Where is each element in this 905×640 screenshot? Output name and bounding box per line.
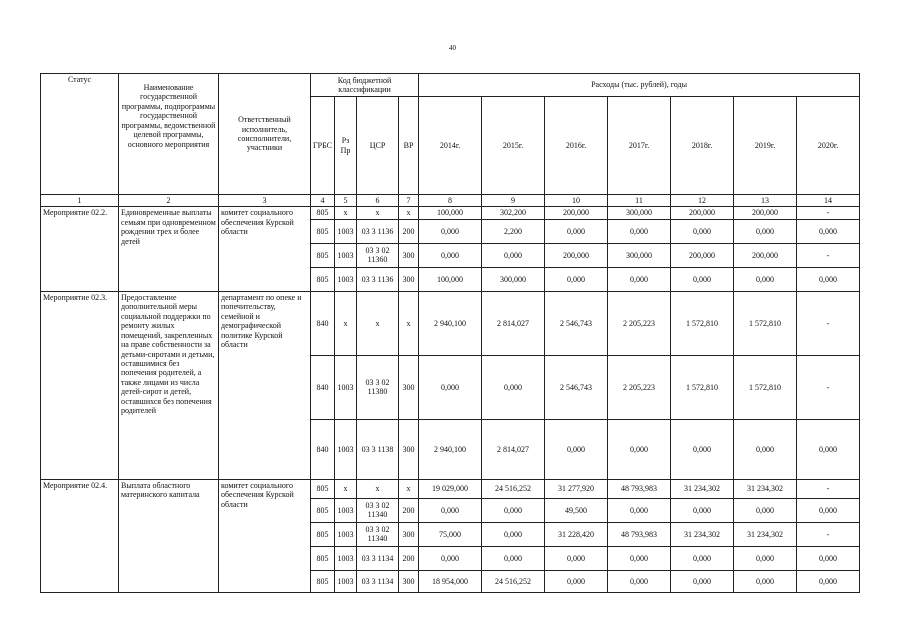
rzpr-cell: 1003 xyxy=(335,267,357,291)
expense-value-cell: 200,000 xyxy=(734,243,797,267)
expense-value-cell: 200,000 xyxy=(545,207,608,219)
expense-value-cell: - xyxy=(797,355,860,419)
table-row xyxy=(41,479,860,498)
budget-table xyxy=(40,73,860,593)
expense-value-cell: 0,000 xyxy=(608,267,671,291)
expense-value-cell: 31 228,420 xyxy=(545,522,608,546)
expense-value-cell: 100,000 xyxy=(419,267,482,291)
header-grbs: ГРБС xyxy=(311,97,335,195)
expense-value-cell: 100,000 xyxy=(419,207,482,219)
header-status: Статус xyxy=(41,74,119,195)
expense-value-cell: 0,000 xyxy=(608,419,671,479)
column-number: 6 xyxy=(357,195,399,207)
status-cell: Мероприятие 02.2. xyxy=(41,207,119,291)
header-year-2014: 2014г. xyxy=(419,97,482,195)
expense-value-cell: 48 793,983 xyxy=(608,522,671,546)
executor-cell: департамент по опеке и попечительству, семейной и демографической политике Курской области xyxy=(219,291,311,479)
executor-cell: комитет социального обеспечения Курской области xyxy=(219,479,311,592)
column-number: 14 xyxy=(797,195,860,207)
expense-value-cell: 0,000 xyxy=(419,498,482,522)
vr-cell: 300 xyxy=(399,267,419,291)
expense-value-cell: 0,000 xyxy=(608,546,671,570)
expense-value-cell: 300,000 xyxy=(608,243,671,267)
expense-value-cell: 0,000 xyxy=(419,219,482,243)
expense-value-cell: 2 940,100 xyxy=(419,291,482,355)
column-number: 9 xyxy=(482,195,545,207)
expense-value-cell: 0,000 xyxy=(671,498,734,522)
header-year-2017: 2017г. xyxy=(608,97,671,195)
expense-value-cell: 2 814,027 xyxy=(482,291,545,355)
expense-value-cell: 2 205,223 xyxy=(608,291,671,355)
expense-value-cell: 0,000 xyxy=(797,546,860,570)
expense-value-cell: 0,000 xyxy=(419,243,482,267)
expense-value-cell: 0,000 xyxy=(545,570,608,592)
column-number-row xyxy=(41,195,860,207)
header-rzpr: Рз Пр xyxy=(335,97,357,195)
grbs-cell: 805 xyxy=(311,570,335,592)
expense-value-cell: 0,000 xyxy=(545,419,608,479)
column-number: 8 xyxy=(419,195,482,207)
rzpr-cell: 1003 xyxy=(335,546,357,570)
grbs-cell: 840 xyxy=(311,355,335,419)
expense-value-cell: 0,000 xyxy=(734,419,797,479)
csr-cell: х xyxy=(357,291,399,355)
expense-value-cell: 24 516,252 xyxy=(482,479,545,498)
vr-cell: х xyxy=(399,291,419,355)
csr-cell: 03 3 1136 xyxy=(357,267,399,291)
expense-value-cell: - xyxy=(797,207,860,219)
csr-cell: 03 3 02 11340 xyxy=(357,498,399,522)
expense-value-cell: 0,000 xyxy=(671,419,734,479)
column-number: 7 xyxy=(399,195,419,207)
expense-value-cell: 0,000 xyxy=(545,219,608,243)
expense-value-cell: 0,000 xyxy=(734,570,797,592)
column-number: 1 xyxy=(41,195,119,207)
expense-value-cell: 31 234,302 xyxy=(734,479,797,498)
rzpr-cell: 1003 xyxy=(335,419,357,479)
program-name-cell: Единовременные выплаты семьям при одновременном рождении трех и более детей xyxy=(119,207,219,291)
vr-cell: 200 xyxy=(399,546,419,570)
program-name-cell: Предоставление дополнительной меры социальной поддержки по ремонту жилых помещений, закрепленных на праве собственности за детьми-сиротами и детьми, оставшимися без попечения родителей, а также лицами из числа детей-сирот и детей, оставшихся без попечения родителей xyxy=(119,291,219,479)
expense-value-cell: 300,000 xyxy=(608,207,671,219)
expense-value-cell: 200,000 xyxy=(545,243,608,267)
header-executor: Ответственный исполнитель, соисполнители, участники xyxy=(219,74,311,195)
executor-cell: комитет социального обеспечения Курской области xyxy=(219,207,311,291)
expense-value-cell: 2,200 xyxy=(482,219,545,243)
vr-cell: 300 xyxy=(399,419,419,479)
status-cell: Мероприятие 02.3. xyxy=(41,291,119,479)
expense-value-cell: 0,000 xyxy=(734,219,797,243)
expense-value-cell: 31 277,920 xyxy=(545,479,608,498)
expense-value-cell: 18 954,000 xyxy=(419,570,482,592)
expense-value-cell: 0,000 xyxy=(482,355,545,419)
header-year-2016: 2016г. xyxy=(545,97,608,195)
grbs-cell: 840 xyxy=(311,291,335,355)
expense-value-cell: 0,000 xyxy=(671,570,734,592)
rzpr-cell: 1003 xyxy=(335,355,357,419)
csr-cell: х xyxy=(357,479,399,498)
grbs-cell: 805 xyxy=(311,243,335,267)
expense-value-cell: 0,000 xyxy=(734,267,797,291)
expense-value-cell: 0,000 xyxy=(797,419,860,479)
expense-value-cell: 1 572,810 xyxy=(671,355,734,419)
rzpr-cell: 1003 xyxy=(335,219,357,243)
expense-value-cell: 0,000 xyxy=(545,546,608,570)
expense-value-cell: 1 572,810 xyxy=(671,291,734,355)
grbs-cell: 805 xyxy=(311,479,335,498)
expense-value-cell: 200,000 xyxy=(671,243,734,267)
grbs-cell: 805 xyxy=(311,546,335,570)
column-number: 12 xyxy=(671,195,734,207)
column-number: 13 xyxy=(734,195,797,207)
status-cell: Мероприятие 02.4. xyxy=(41,479,119,592)
grbs-cell: 805 xyxy=(311,207,335,219)
expense-value-cell: 302,200 xyxy=(482,207,545,219)
grbs-cell: 805 xyxy=(311,522,335,546)
page-number: 40 xyxy=(449,44,456,52)
vr-cell: 300 xyxy=(399,243,419,267)
expense-value-cell: 0,000 xyxy=(482,243,545,267)
expense-value-cell: - xyxy=(797,479,860,498)
rzpr-cell: 1003 xyxy=(335,243,357,267)
vr-cell: 200 xyxy=(399,498,419,522)
expense-value-cell: 19 029,000 xyxy=(419,479,482,498)
header-year-2019: 2019г. xyxy=(734,97,797,195)
header-year-2015: 2015г. xyxy=(482,97,545,195)
vr-cell: 300 xyxy=(399,522,419,546)
header-year-2020: 2020г. xyxy=(797,97,860,195)
vr-cell: 300 xyxy=(399,570,419,592)
csr-cell: 03 3 02 11340 xyxy=(357,522,399,546)
csr-cell: 03 3 1134 xyxy=(357,570,399,592)
column-number: 4 xyxy=(311,195,335,207)
expense-value-cell: 200,000 xyxy=(671,207,734,219)
expense-value-cell: 0,000 xyxy=(797,267,860,291)
expense-value-cell: 0,000 xyxy=(608,570,671,592)
expense-value-cell: 0,000 xyxy=(482,546,545,570)
rzpr-cell: х xyxy=(335,479,357,498)
expense-value-cell: 300,000 xyxy=(482,267,545,291)
header-vr: ВР xyxy=(399,97,419,195)
expense-value-cell: 0,000 xyxy=(608,219,671,243)
expense-value-cell: 2 205,223 xyxy=(608,355,671,419)
expense-value-cell: 200,000 xyxy=(734,207,797,219)
vr-cell: 300 xyxy=(399,355,419,419)
expense-value-cell: 31 234,302 xyxy=(734,522,797,546)
expense-value-cell: 0,000 xyxy=(608,498,671,522)
rzpr-cell: 1003 xyxy=(335,570,357,592)
rzpr-cell: х xyxy=(335,207,357,219)
column-number: 10 xyxy=(545,195,608,207)
expense-value-cell: 0,000 xyxy=(797,570,860,592)
expense-value-cell: 0,000 xyxy=(734,546,797,570)
header-name: Наименование государственной программы, подпрограммы государственной программы, ведомственной целевой программы, основного мероприятия xyxy=(119,74,219,195)
csr-cell: 03 3 02 11360 xyxy=(357,243,399,267)
expense-value-cell: 75,000 xyxy=(419,522,482,546)
expense-value-cell: 0,000 xyxy=(482,522,545,546)
rzpr-cell: 1003 xyxy=(335,498,357,522)
expense-value-cell: 0,000 xyxy=(671,267,734,291)
expense-value-cell: - xyxy=(797,291,860,355)
header-csr: ЦСР xyxy=(357,97,399,195)
rzpr-cell: 1003 xyxy=(335,522,357,546)
expense-value-cell: 0,000 xyxy=(797,219,860,243)
expense-value-cell: 2 546,743 xyxy=(545,291,608,355)
expense-value-cell: 0,000 xyxy=(797,498,860,522)
vr-cell: 200 xyxy=(399,219,419,243)
rzpr-cell: х xyxy=(335,291,357,355)
column-number: 11 xyxy=(608,195,671,207)
expense-value-cell: 1 572,810 xyxy=(734,355,797,419)
expense-value-cell: 1 572,810 xyxy=(734,291,797,355)
expense-value-cell: 0,000 xyxy=(419,355,482,419)
column-number: 2 xyxy=(119,195,219,207)
expense-value-cell: 2 940,100 xyxy=(419,419,482,479)
vr-cell: х xyxy=(399,207,419,219)
expense-value-cell: 0,000 xyxy=(545,267,608,291)
grbs-cell: 840 xyxy=(311,419,335,479)
expense-value-cell: - xyxy=(797,243,860,267)
header-code-group: Код бюджетной классификации xyxy=(311,74,419,97)
header-year-2018: 2018г. xyxy=(671,97,734,195)
csr-cell: 03 3 1138 xyxy=(357,419,399,479)
expense-value-cell: 2 814,027 xyxy=(482,419,545,479)
expense-value-cell: 31 234,302 xyxy=(671,479,734,498)
expense-value-cell: 0,000 xyxy=(482,498,545,522)
header-expenses-group: Расходы (тыс. рублей), годы xyxy=(419,74,860,97)
table-body xyxy=(41,207,860,592)
csr-cell: 03 3 1134 xyxy=(357,546,399,570)
expense-value-cell: 2 546,743 xyxy=(545,355,608,419)
expense-value-cell: - xyxy=(797,522,860,546)
expense-value-cell: 0,000 xyxy=(419,546,482,570)
csr-cell: 03 3 1136 xyxy=(357,219,399,243)
csr-cell: 03 3 02 11380 xyxy=(357,355,399,419)
vr-cell: х xyxy=(399,479,419,498)
csr-cell: х xyxy=(357,207,399,219)
grbs-cell: 805 xyxy=(311,267,335,291)
expense-value-cell: 48 793,983 xyxy=(608,479,671,498)
expense-value-cell: 0,000 xyxy=(671,219,734,243)
expense-value-cell: 49,500 xyxy=(545,498,608,522)
program-name-cell: Выплата областного материнского капитала xyxy=(119,479,219,592)
table-row xyxy=(41,291,860,355)
table-row xyxy=(41,207,860,219)
column-number: 3 xyxy=(219,195,311,207)
expense-value-cell: 31 234,302 xyxy=(671,522,734,546)
expense-value-cell: 0,000 xyxy=(734,498,797,522)
expense-value-cell: 0,000 xyxy=(671,546,734,570)
grbs-cell: 805 xyxy=(311,219,335,243)
column-number: 5 xyxy=(335,195,357,207)
grbs-cell: 805 xyxy=(311,498,335,522)
expense-value-cell: 24 516,252 xyxy=(482,570,545,592)
